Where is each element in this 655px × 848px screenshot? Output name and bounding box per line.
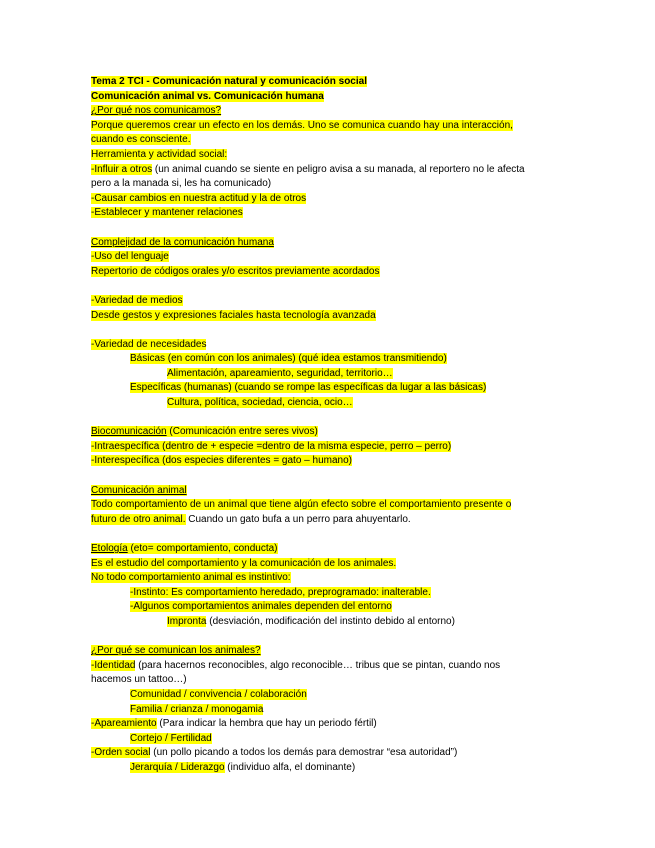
section-heading: Comunicación animal [91,484,187,496]
doc-title-line [91,75,561,90]
text-line [91,732,561,747]
text-line [91,673,561,688]
blank-line [91,630,561,645]
text-line [91,659,561,674]
text-span: Porque queremos crear un efecto en los demás. Uno se comunica cuando hay una interacción, [91,119,513,131]
doc-subtitle-line [91,90,561,105]
text-span: Alimentación, apareamiento, seguridad, territorio… [167,367,393,379]
text-span: pero a la manada si, les ha comunicado) [91,178,272,190]
text-line [91,163,561,178]
text-span: Cortejo / Fertilidad [130,732,212,744]
text-span: -Intraespecífica (dentro de + especie =dentro de la misma especie, perro – perro) [91,440,452,452]
text-span: No todo comportamiento animal es instintivo: [91,572,291,584]
text-span: Específicas (humanas) (cuando se rompe las específicas da lugar a las básicas) [130,382,487,394]
text-line [91,309,561,324]
section-heading: Complejidad de la comunicación humana [91,236,274,248]
text-line [91,703,561,718]
section-heading: Etología [91,543,128,554]
text-span: -Interespecífica (dos especies diferentes = gato – humano) [91,455,352,467]
text-line [91,688,561,703]
text-span: Comunidad / convivencia / colaboración [130,688,307,700]
text-span: Cultura, política, sociedad, ciencia, ocio… [167,397,353,409]
text-span: hacemos un tattoo…) [91,674,187,686]
text-span: -Instinto: Es comportamiento heredado, preprogramado: inalterable. [130,586,431,598]
text-line [91,177,561,192]
text-span: -Variedad de medios [91,294,183,306]
blank-line [91,527,561,542]
blank-line [91,411,561,426]
blank-line [91,279,561,294]
text-line [91,557,561,572]
blank-line [91,469,561,484]
text-line [91,717,561,732]
text-line [91,381,561,396]
text-line [91,498,561,513]
text-span: Repertorio de códigos orales y/o escritos previamente acordados [91,265,380,277]
section-heading: ¿Por qué se comunican los animales? [91,645,261,657]
text-span: (para hacernos reconocibles, algo reconocible… tribus que se pintan, cuando nos [135,659,501,671]
text-line [91,367,561,382]
question-heading: ¿Por qué nos comunicamos? [91,105,222,117]
section-heading: Biocomunicación [91,426,167,438]
text-span: (desviación, modificación del instinto debido al entorno) [206,615,455,627]
section-heading-line [91,644,561,659]
text-line [91,265,561,280]
text-line [91,615,561,630]
text-line [91,454,561,469]
text-span: cuando es consciente. [91,134,191,146]
text-line [91,250,561,265]
text-span-highlight: Impronta [167,615,207,627]
text-span: Todo comportamiento de un animal que tiene algún efecto sobre el comportamiento presente o [91,499,512,511]
section-heading-line [91,542,561,557]
blank-line [91,221,561,236]
text-line [91,513,561,528]
text-line [91,352,561,367]
text-span-highlight: -Apareamiento [91,718,157,730]
section-heading-line [91,236,561,251]
text-line [91,294,561,309]
text-line [91,600,561,615]
doc-subtitle: Comunicación animal vs. Comunicación humana [91,90,324,102]
text-span-highlight: futuro de otro animal. [91,513,186,525]
text-line [91,571,561,586]
text-span: Familia / crianza / monogamia [130,703,264,715]
document-body [91,75,561,776]
text-span-highlight: -Influir a otros [91,163,153,175]
text-span: (Comunicación entre seres vivos) [166,426,318,438]
question-heading-line [91,104,561,119]
text-span: -Algunos comportamientos animales dependen del entorno [130,601,392,613]
text-line [91,206,561,221]
text-line [91,133,561,148]
text-span: -Causar cambios en nuestra actitud y la de otros [91,192,307,204]
text-span: (Para indicar la hembra que hay un periodo fértil) [156,718,377,730]
text-line [91,192,561,207]
text-line [91,586,561,601]
doc-title: Tema 2 TCI - Comunicación natural y comunicación social [91,76,367,87]
text-line [91,761,561,776]
text-span: Es el estudio del comportamiento y la comunicación de los animales. [91,557,397,569]
text-span: (individuo alfa, el dominante) [224,761,356,773]
text-line [91,119,561,134]
section-heading-line [91,425,561,440]
text-span: (un pollo picando a todos los demás para demostrar “esa autoridad”) [150,747,458,759]
text-line [91,148,561,163]
text-span: -Uso del lenguaje [91,251,169,263]
text-span: -Variedad de necesidades [91,338,207,350]
text-line [91,440,561,455]
section-heading-line [91,484,561,499]
text-span-highlight: -Identidad [91,659,136,671]
text-span: Cuando un gato bufa a un perro para ahuyentarlo. [185,513,411,525]
text-span: Herramienta y actividad social: [91,148,228,160]
text-line [91,746,561,761]
text-span: -Establecer y mantener relaciones [91,207,243,219]
text-line [91,396,561,411]
text-line [91,338,561,353]
blank-line [91,323,561,338]
text-span: (eto= comportamiento, conducta) [127,543,278,554]
text-span: Desde gestos y expresiones faciales hasta tecnología avanzada [91,309,376,321]
text-span-highlight: Jerarquía / Liderazgo [130,761,225,773]
text-span-highlight: -Orden social [91,747,151,759]
text-span: Básicas (en común con los animales) (qué idea estamos transmitiendo) [130,353,447,365]
text-span: (un animal cuando se siente en peligro avisa a su manada, al reportero no le afecta [152,163,525,175]
